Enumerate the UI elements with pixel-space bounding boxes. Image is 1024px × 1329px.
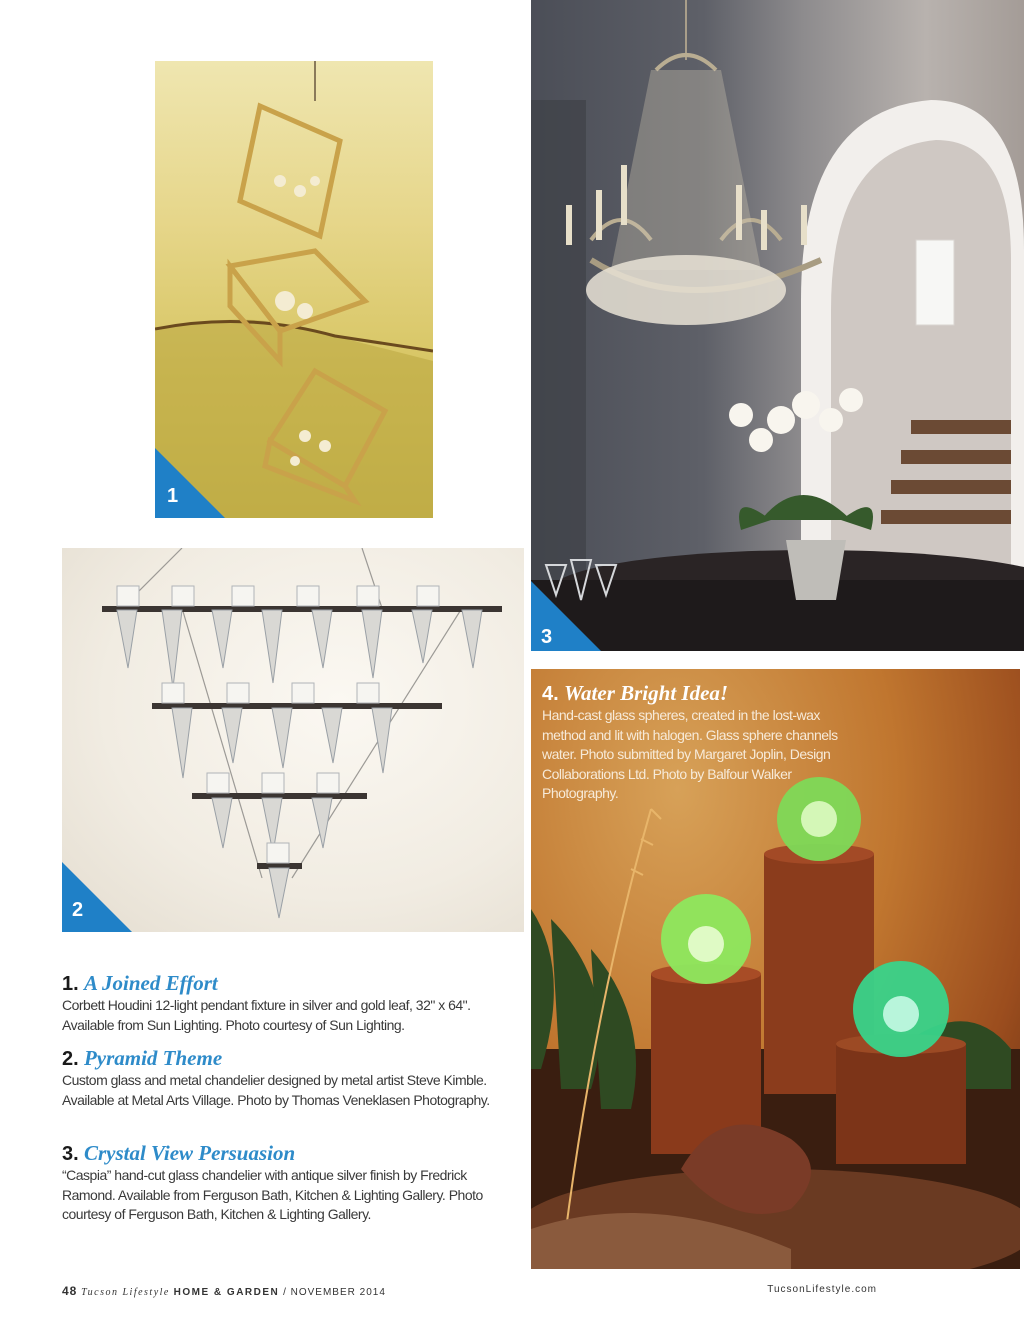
crystal-chandelier-photo	[531, 0, 1024, 651]
caption-number: 2.	[62, 1048, 79, 1070]
issue-date: NOVEMBER 2014	[290, 1287, 386, 1298]
page-footer-left	[62, 1284, 386, 1298]
caption-body: “Caspia” hand-cut glass chandelier with antique silver finish by Fredrick Ramond. Available from Ferguson Bath, Kitchen & Lighting Gallery. Photo courtesy of Ferguson Bath, Kitchen & Lighting Gallery.	[62, 1167, 483, 1222]
caption-name: Crystal View Persuasion	[83, 1141, 296, 1165]
caption-joined-effort	[62, 971, 502, 1035]
caption-name: Water Bright Idea!	[563, 681, 729, 705]
caption-body: Hand-cast glass spheres, created in the lost-wax method and lit with halogen. Glass sphere channels water. Photo submitted by Margaret Joplin, Design Collaborations Ltd. Photo by Balfour Walker Photography.	[542, 707, 838, 801]
photo-number: 3	[541, 626, 553, 648]
page-number: 48	[62, 1284, 78, 1298]
caption-name: Pyramid Theme	[83, 1046, 223, 1070]
caption-title	[62, 971, 502, 996]
website-link[interactable]: TucsonLifestyle.com	[767, 1284, 877, 1295]
section-name: HOME & GARDEN	[173, 1287, 280, 1298]
caption-number: 4.	[542, 683, 559, 705]
caption-water-bright-idea	[542, 681, 842, 804]
caption-crystal-view-persuasion	[62, 1141, 502, 1225]
chandelier-glass-pyramid-photo	[62, 548, 524, 932]
magazine-name: Tucson Lifestyle	[81, 1287, 170, 1298]
caption-pyramid-theme	[62, 1046, 502, 1110]
photo-number: 1	[167, 485, 179, 507]
photo-number: 2	[72, 899, 84, 921]
caption-number: 3.	[62, 1143, 79, 1165]
caption-title	[62, 1046, 502, 1071]
caption-body: Custom glass and metal chandelier designed by metal artist Steve Kimble. Available at Metal Arts Village. Photo by Thomas Veneklasen Photography.	[62, 1072, 490, 1108]
chandelier-cubes-photo	[155, 61, 433, 518]
caption-title	[542, 681, 842, 706]
caption-body: Corbett Houdini 12-light pendant fixture in silver and gold leaf, 32" x 64". Available from Sun Lighting. Photo courtesy of Sun Lighting.	[62, 997, 471, 1033]
caption-name: A Joined Effort	[83, 971, 218, 995]
caption-number: 1.	[62, 973, 79, 995]
dining-room-illustration	[531, 0, 1024, 651]
footer-separator: /	[283, 1287, 287, 1298]
caption-title	[62, 1141, 502, 1166]
